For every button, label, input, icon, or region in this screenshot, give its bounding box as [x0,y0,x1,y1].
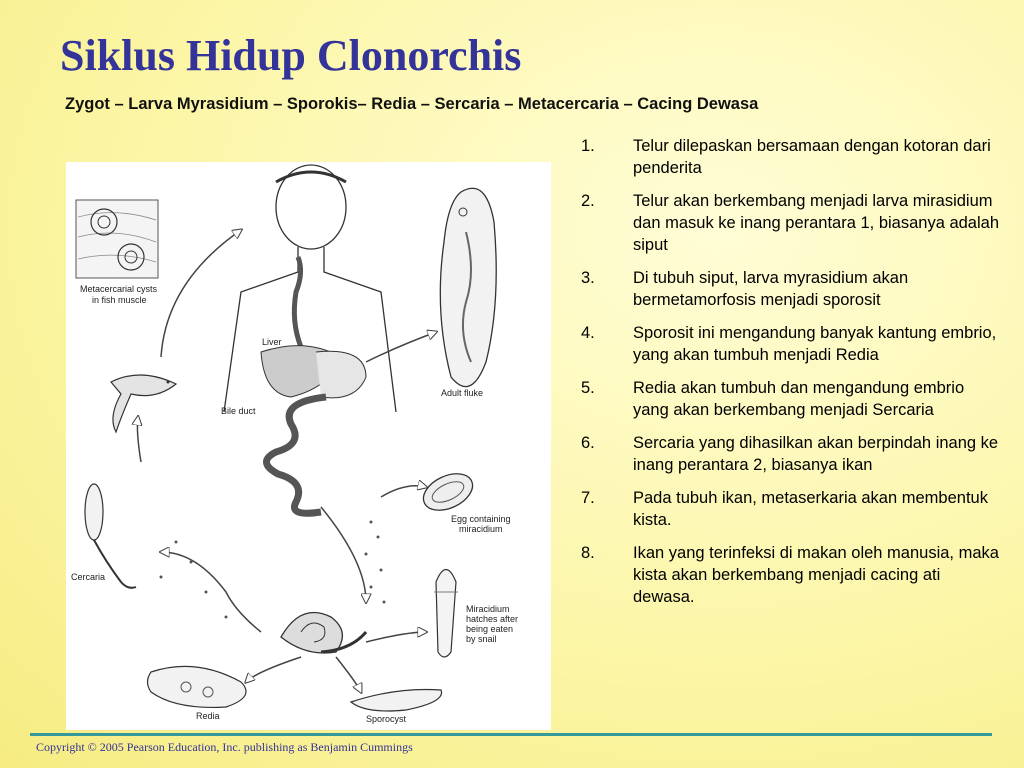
step-text: Ikan yang terinfeksi di makan oleh manusia, maka kista akan berkembang menjadi cacing ati dewasa. [633,544,999,606]
step-item [581,190,1001,256]
label-sporocyst: Sporocyst [366,714,407,724]
step-text: Di tubuh siput, larva myrasidium akan bermetamorfosis menjadi sporosit [633,269,909,309]
label-fish-muscle: in fish muscle [92,295,147,305]
step-item [581,377,1001,421]
label-miracidium: miracidium [459,524,503,534]
copyright-notice: Copyright © 2005 Pearson Education, Inc. publishing as Benjamin Cummings [36,740,413,754]
life-cycle-figure [66,162,551,730]
step-number: 8. [581,544,595,562]
step-number: 5. [581,379,595,397]
step-text: Telur dilepaskan bersamaan dengan kotoran dari penderita [633,137,991,177]
step-text: Telur akan berkembang menjadi larva mirasidium dan masuk ke inang perantara 1, biasanya adalah siput [633,192,1000,254]
label-bile-duct: Bile duct [221,406,256,416]
label-egg-containing: Egg containing [451,514,511,524]
step-number: 3. [581,269,595,287]
step-text: Sporosit ini mengandung banyak kantung embrio, yang akan tumbuh menjadi Redia [633,324,997,364]
stomach-illustration [316,351,366,398]
step-number: 7. [581,489,595,507]
step-text: Pada tubuh ikan, metaserkaria akan membentuk kista. [633,489,988,529]
label-miracidium-hatches: Miracidium [466,604,510,614]
step-number: 1. [581,137,595,155]
intestine-illustration [266,397,326,513]
label-hatches-after: hatches after [466,614,519,624]
label-liver: Liver [262,337,282,347]
egg-illustration [418,467,479,518]
step-item [581,135,1001,179]
step-item [581,322,1001,366]
snail-illustration [281,613,366,654]
step-text: Redia akan tumbuh dan mengandung embrio yang akan berkembang menjadi Sercaria [633,379,965,419]
label-redia: Redia [196,711,220,721]
cycle-arrows [137,230,436,692]
miracidium-illustration [434,570,458,658]
slide-title: Siklus Hidup Clonorchis [60,31,522,80]
label-cercaria: Cercaria [71,572,106,582]
redia-illustration [148,666,247,707]
footer-divider [30,733,992,736]
step-text: Sercaria yang dihasilkan akan berpindah inang ke inang perantara 2, biasanya ikan [633,434,999,474]
label-metacercarial-cysts: Metacercarial cysts [80,284,158,294]
metacercarial-cyst-illustration [76,200,158,278]
label-being-eaten: being eaten [466,624,514,634]
step-number: 2. [581,192,595,210]
step-item [581,542,1001,608]
label-by-snail: by snail [466,634,497,644]
step-item [581,432,1001,476]
life-cycle-steps [581,135,1001,619]
slide-subtitle: Zygot – Larva Myrasidium – Sporokis– Redia – Sercaria – Metacercaria – Cacing Dewasa [65,95,759,113]
step-number: 6. [581,434,595,452]
step-number: 4. [581,324,595,342]
sporocyst-illustration [351,690,442,712]
step-item [581,267,1001,311]
label-adult-fluke: Adult fluke [441,388,484,398]
fish-illustration [111,375,176,432]
free-swimming-forms [160,521,386,619]
adult-fluke-illustration [440,188,496,386]
life-cycle-illustration [66,162,551,730]
step-item [581,487,1001,531]
